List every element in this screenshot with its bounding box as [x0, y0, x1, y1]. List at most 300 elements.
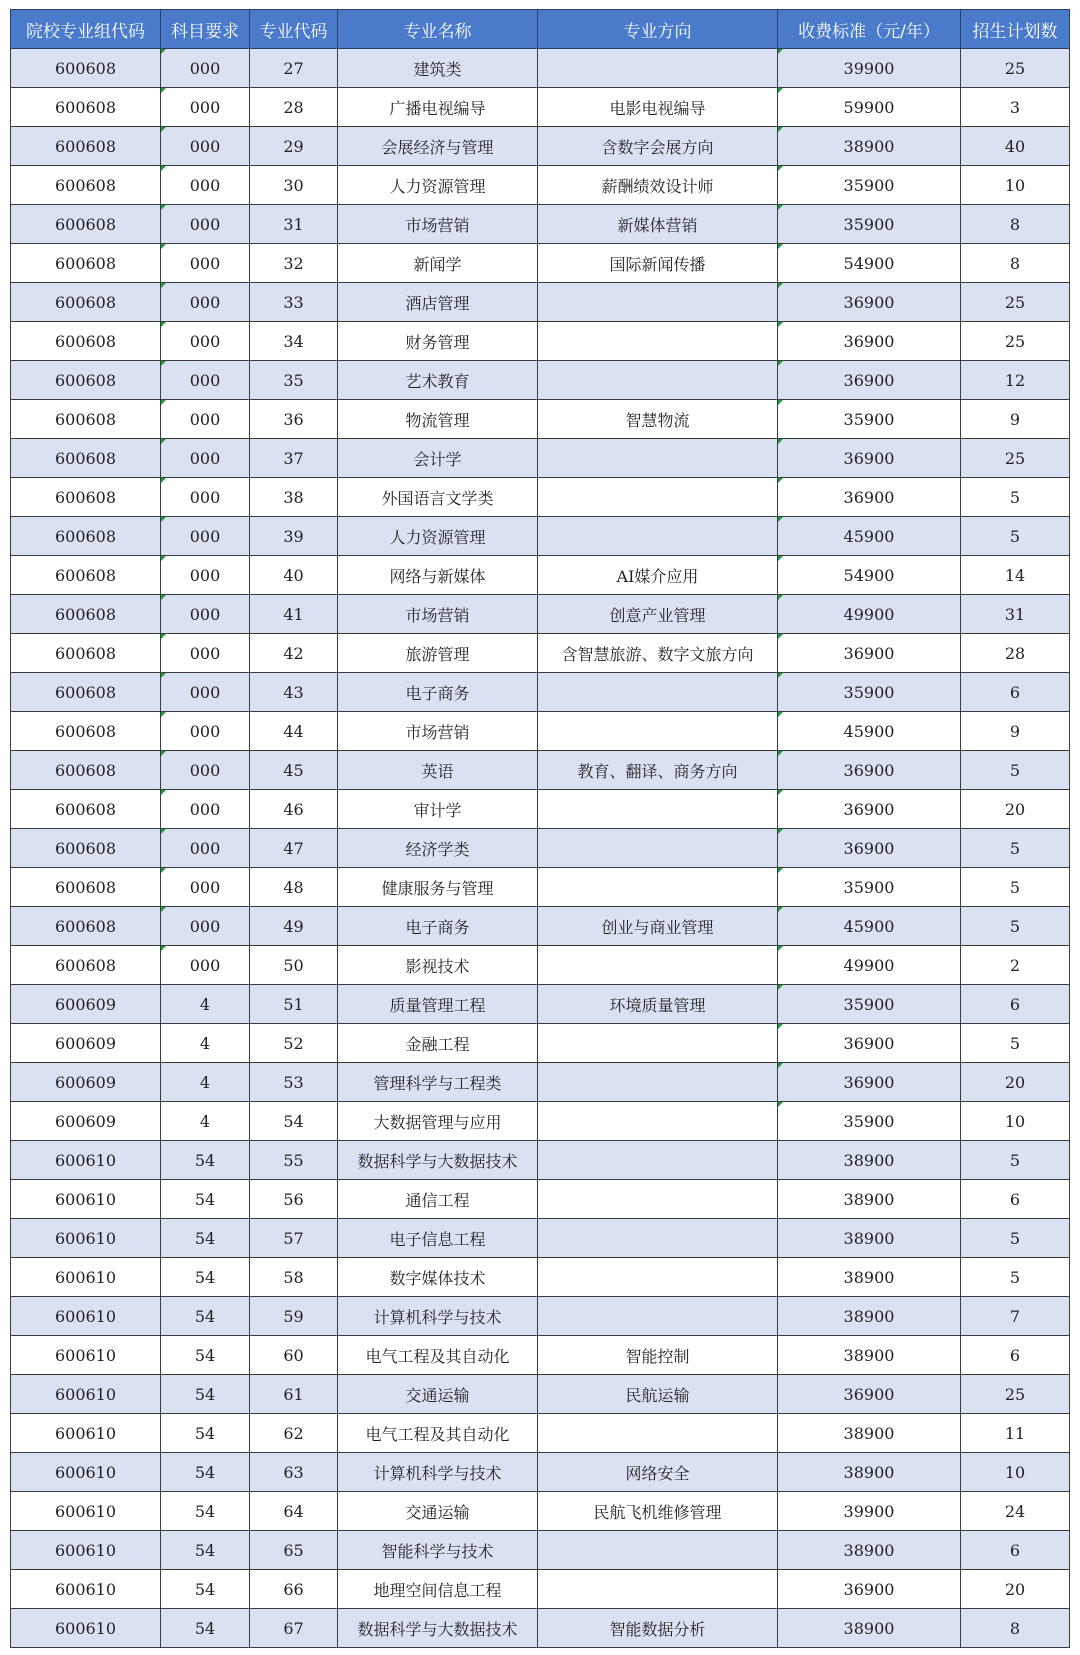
- cell-major-name: 计算机科学与技术: [338, 1453, 538, 1492]
- cell-subject-requirement: 54: [161, 1414, 250, 1453]
- cell-major-direction: 智能数据分析: [538, 1609, 778, 1648]
- cell-enrollment-plan: 24: [961, 1492, 1070, 1531]
- cell-major-name: 审计学: [338, 790, 538, 829]
- cell-tuition: 54900: [778, 556, 961, 595]
- cell-major-direction: [538, 1141, 778, 1180]
- cell-subject-requirement: 000: [161, 166, 250, 205]
- cell-major-direction: 智慧物流: [538, 400, 778, 439]
- cell-enrollment-plan: 31: [961, 595, 1070, 634]
- cell-major-direction: [538, 49, 778, 88]
- cell-group-code: 600608: [11, 283, 161, 322]
- cell-subject-requirement: 000: [161, 283, 250, 322]
- cell-major-direction: 国际新闻传播: [538, 244, 778, 283]
- cell-major-direction: 含数字会展方向: [538, 127, 778, 166]
- cell-major-direction: [538, 1531, 778, 1570]
- cell-group-code: 600610: [11, 1414, 161, 1453]
- cell-major-code: 62: [250, 1414, 338, 1453]
- cell-tuition: 38900: [778, 1141, 961, 1180]
- cell-group-code: 600610: [11, 1570, 161, 1609]
- cell-major-name: 电子商务: [338, 673, 538, 712]
- cell-enrollment-plan: 6: [961, 985, 1070, 1024]
- cell-subject-requirement: 54: [161, 1258, 250, 1297]
- cell-enrollment-plan: 5: [961, 1024, 1070, 1063]
- header-major-direction: 专业方向: [538, 10, 778, 49]
- table-row: [11, 634, 1070, 673]
- cell-tuition: 35900: [778, 868, 961, 907]
- cell-major-name: 物流管理: [338, 400, 538, 439]
- cell-major-name: 财务管理: [338, 322, 538, 361]
- cell-tuition: 35900: [778, 205, 961, 244]
- cell-major-direction: [538, 478, 778, 517]
- cell-major-direction: [538, 946, 778, 985]
- cell-major-code: 46: [250, 790, 338, 829]
- cell-group-code: 600608: [11, 634, 161, 673]
- header-subject-requirement: 科目要求: [161, 10, 250, 49]
- cell-tuition: 38900: [778, 1180, 961, 1219]
- cell-enrollment-plan: 20: [961, 1063, 1070, 1102]
- cell-enrollment-plan: 3: [961, 88, 1070, 127]
- cell-major-direction: [538, 1219, 778, 1258]
- cell-major-direction: 教育、翻译、商务方向: [538, 751, 778, 790]
- table-row: [11, 478, 1070, 517]
- cell-major-code: 67: [250, 1609, 338, 1648]
- cell-major-name: 建筑类: [338, 49, 538, 88]
- table-row: [11, 1570, 1070, 1609]
- cell-subject-requirement: 54: [161, 1570, 250, 1609]
- cell-tuition: 36900: [778, 478, 961, 517]
- cell-major-name: 网络与新媒体: [338, 556, 538, 595]
- cell-group-code: 600608: [11, 400, 161, 439]
- cell-group-code: 600608: [11, 244, 161, 283]
- cell-major-name: 经济学类: [338, 829, 538, 868]
- cell-major-name: 金融工程: [338, 1024, 538, 1063]
- table-row: [11, 946, 1070, 985]
- cell-major-code: 63: [250, 1453, 338, 1492]
- cell-subject-requirement: 000: [161, 712, 250, 751]
- cell-group-code: 600609: [11, 1063, 161, 1102]
- cell-major-name: 旅游管理: [338, 634, 538, 673]
- cell-tuition: 38900: [778, 1219, 961, 1258]
- table-row: [11, 517, 1070, 556]
- cell-enrollment-plan: 20: [961, 790, 1070, 829]
- cell-enrollment-plan: 6: [961, 1180, 1070, 1219]
- cell-enrollment-plan: 11: [961, 1414, 1070, 1453]
- cell-major-direction: 创意产业管理: [538, 595, 778, 634]
- cell-subject-requirement: 54: [161, 1492, 250, 1531]
- table-row: [11, 1141, 1070, 1180]
- cell-tuition: 35900: [778, 166, 961, 205]
- cell-enrollment-plan: 10: [961, 166, 1070, 205]
- cell-major-direction: [538, 517, 778, 556]
- cell-tuition: 49900: [778, 595, 961, 634]
- cell-major-name: 数据科学与大数据技术: [338, 1609, 538, 1648]
- cell-subject-requirement: 000: [161, 205, 250, 244]
- cell-major-direction: [538, 361, 778, 400]
- cell-subject-requirement: 000: [161, 868, 250, 907]
- cell-enrollment-plan: 8: [961, 205, 1070, 244]
- cell-tuition: 36900: [778, 283, 961, 322]
- cell-enrollment-plan: 5: [961, 868, 1070, 907]
- cell-major-name: 会展经济与管理: [338, 127, 538, 166]
- cell-major-code: 37: [250, 439, 338, 478]
- table-row: [11, 829, 1070, 868]
- cell-major-name: 电气工程及其自动化: [338, 1336, 538, 1375]
- table-row: [11, 283, 1070, 322]
- cell-major-name: 市场营销: [338, 205, 538, 244]
- cell-major-code: 50: [250, 946, 338, 985]
- cell-major-direction: [538, 1180, 778, 1219]
- cell-enrollment-plan: 5: [961, 829, 1070, 868]
- cell-major-name: 智能科学与技术: [338, 1531, 538, 1570]
- cell-major-code: 36: [250, 400, 338, 439]
- cell-tuition: 59900: [778, 88, 961, 127]
- table-body: [11, 49, 1070, 1648]
- table-row: [11, 244, 1070, 283]
- cell-major-code: 61: [250, 1375, 338, 1414]
- cell-enrollment-plan: 5: [961, 751, 1070, 790]
- cell-major-name: 外国语言文学类: [338, 478, 538, 517]
- cell-major-name: 市场营销: [338, 595, 538, 634]
- cell-group-code: 600608: [11, 790, 161, 829]
- cell-group-code: 600610: [11, 1219, 161, 1258]
- cell-subject-requirement: 000: [161, 322, 250, 361]
- cell-major-code: 66: [250, 1570, 338, 1609]
- cell-major-code: 64: [250, 1492, 338, 1531]
- cell-major-direction: [538, 1063, 778, 1102]
- cell-major-direction: 新媒体营销: [538, 205, 778, 244]
- cell-major-name: 艺术教育: [338, 361, 538, 400]
- cell-major-code: 38: [250, 478, 338, 517]
- cell-major-code: 35: [250, 361, 338, 400]
- cell-major-name: 交通运输: [338, 1375, 538, 1414]
- table-row: [11, 1609, 1070, 1648]
- cell-major-code: 48: [250, 868, 338, 907]
- cell-tuition: 39900: [778, 1492, 961, 1531]
- cell-tuition: 36900: [778, 1024, 961, 1063]
- table-row: [11, 868, 1070, 907]
- cell-major-direction: [538, 1414, 778, 1453]
- cell-major-name: 管理科学与工程类: [338, 1063, 538, 1102]
- cell-subject-requirement: 4: [161, 1024, 250, 1063]
- header-enrollment-plan: 招生计划数: [961, 10, 1070, 49]
- cell-subject-requirement: 000: [161, 673, 250, 712]
- table-row: [11, 88, 1070, 127]
- cell-major-name: 电子商务: [338, 907, 538, 946]
- cell-major-direction: [538, 829, 778, 868]
- cell-group-code: 600608: [11, 361, 161, 400]
- cell-major-direction: [538, 790, 778, 829]
- cell-major-code: 29: [250, 127, 338, 166]
- cell-subject-requirement: 54: [161, 1453, 250, 1492]
- cell-major-code: 44: [250, 712, 338, 751]
- table-row: [11, 1492, 1070, 1531]
- table-row: [11, 1375, 1070, 1414]
- cell-tuition: 35900: [778, 1102, 961, 1141]
- cell-subject-requirement: 54: [161, 1180, 250, 1219]
- cell-major-code: 30: [250, 166, 338, 205]
- cell-tuition: 38900: [778, 1258, 961, 1297]
- header-row: [11, 10, 1070, 49]
- table-row: [11, 361, 1070, 400]
- cell-group-code: 600610: [11, 1492, 161, 1531]
- table-header: [11, 10, 1070, 49]
- cell-major-name: 数据科学与大数据技术: [338, 1141, 538, 1180]
- cell-subject-requirement: 000: [161, 907, 250, 946]
- cell-major-direction: 创业与商业管理: [538, 907, 778, 946]
- cell-enrollment-plan: 12: [961, 361, 1070, 400]
- cell-group-code: 600608: [11, 478, 161, 517]
- cell-major-code: 53: [250, 1063, 338, 1102]
- cell-enrollment-plan: 7: [961, 1297, 1070, 1336]
- table-row: [11, 1024, 1070, 1063]
- cell-major-direction: 民航运输: [538, 1375, 778, 1414]
- cell-group-code: 600608: [11, 595, 161, 634]
- cell-major-direction: [538, 868, 778, 907]
- cell-group-code: 600608: [11, 127, 161, 166]
- cell-enrollment-plan: 5: [961, 1141, 1070, 1180]
- cell-major-direction: 网络安全: [538, 1453, 778, 1492]
- cell-group-code: 600608: [11, 673, 161, 712]
- cell-subject-requirement: 54: [161, 1336, 250, 1375]
- cell-tuition: 45900: [778, 907, 961, 946]
- cell-group-code: 600608: [11, 322, 161, 361]
- cell-enrollment-plan: 5: [961, 1258, 1070, 1297]
- cell-major-code: 51: [250, 985, 338, 1024]
- cell-group-code: 600608: [11, 829, 161, 868]
- cell-enrollment-plan: 5: [961, 1219, 1070, 1258]
- cell-group-code: 600609: [11, 1024, 161, 1063]
- cell-major-direction: 电影电视编导: [538, 88, 778, 127]
- cell-enrollment-plan: 2: [961, 946, 1070, 985]
- table-row: [11, 673, 1070, 712]
- cell-group-code: 600610: [11, 1180, 161, 1219]
- cell-group-code: 600610: [11, 1375, 161, 1414]
- cell-major-name: 计算机科学与技术: [338, 1297, 538, 1336]
- cell-major-code: 28: [250, 88, 338, 127]
- cell-major-code: 27: [250, 49, 338, 88]
- cell-tuition: 45900: [778, 712, 961, 751]
- cell-group-code: 600608: [11, 205, 161, 244]
- cell-subject-requirement: 000: [161, 49, 250, 88]
- cell-subject-requirement: 000: [161, 946, 250, 985]
- cell-tuition: 36900: [778, 322, 961, 361]
- cell-tuition: 35900: [778, 985, 961, 1024]
- cell-subject-requirement: 000: [161, 634, 250, 673]
- table-row: [11, 205, 1070, 244]
- cell-enrollment-plan: 20: [961, 1570, 1070, 1609]
- cell-enrollment-plan: 25: [961, 1375, 1070, 1414]
- cell-subject-requirement: 4: [161, 1063, 250, 1102]
- cell-enrollment-plan: 10: [961, 1453, 1070, 1492]
- cell-tuition: 49900: [778, 946, 961, 985]
- cell-subject-requirement: 000: [161, 361, 250, 400]
- cell-major-name: 电气工程及其自动化: [338, 1414, 538, 1453]
- cell-major-name: 大数据管理与应用: [338, 1102, 538, 1141]
- table-row: [11, 1453, 1070, 1492]
- table-row: [11, 1258, 1070, 1297]
- cell-major-name: 数字媒体技术: [338, 1258, 538, 1297]
- cell-major-code: 33: [250, 283, 338, 322]
- cell-subject-requirement: 000: [161, 244, 250, 283]
- cell-tuition: 35900: [778, 673, 961, 712]
- cell-group-code: 600608: [11, 868, 161, 907]
- cell-group-code: 600608: [11, 88, 161, 127]
- cell-major-code: 42: [250, 634, 338, 673]
- cell-tuition: 38900: [778, 1414, 961, 1453]
- cell-tuition: 54900: [778, 244, 961, 283]
- cell-major-name: 人力资源管理: [338, 517, 538, 556]
- table-row: [11, 1336, 1070, 1375]
- cell-major-code: 39: [250, 517, 338, 556]
- cell-subject-requirement: 000: [161, 556, 250, 595]
- cell-major-direction: [538, 1570, 778, 1609]
- table-row: [11, 790, 1070, 829]
- header-major-name: 专业名称: [338, 10, 538, 49]
- cell-tuition: 35900: [778, 400, 961, 439]
- cell-group-code: 600610: [11, 1258, 161, 1297]
- cell-major-direction: 民航飞机维修管理: [538, 1492, 778, 1531]
- cell-enrollment-plan: 6: [961, 1531, 1070, 1570]
- table-row: [11, 49, 1070, 88]
- cell-subject-requirement: 4: [161, 1102, 250, 1141]
- cell-subject-requirement: 54: [161, 1219, 250, 1258]
- cell-major-name: 影视技术: [338, 946, 538, 985]
- cell-major-code: 56: [250, 1180, 338, 1219]
- cell-enrollment-plan: 8: [961, 244, 1070, 283]
- cell-group-code: 600610: [11, 1609, 161, 1648]
- cell-major-name: 健康服务与管理: [338, 868, 538, 907]
- cell-tuition: 38900: [778, 1336, 961, 1375]
- table-row: [11, 595, 1070, 634]
- cell-major-direction: [538, 712, 778, 751]
- cell-group-code: 600608: [11, 751, 161, 790]
- table-row: [11, 127, 1070, 166]
- cell-enrollment-plan: 25: [961, 322, 1070, 361]
- cell-group-code: 600609: [11, 1102, 161, 1141]
- cell-subject-requirement: 000: [161, 127, 250, 166]
- cell-major-direction: [538, 322, 778, 361]
- cell-major-code: 43: [250, 673, 338, 712]
- cell-major-name: 广播电视编导: [338, 88, 538, 127]
- cell-subject-requirement: 000: [161, 400, 250, 439]
- cell-enrollment-plan: 40: [961, 127, 1070, 166]
- cell-tuition: 36900: [778, 1375, 961, 1414]
- cell-major-direction: 环境质量管理: [538, 985, 778, 1024]
- cell-major-code: 60: [250, 1336, 338, 1375]
- cell-tuition: 36900: [778, 829, 961, 868]
- cell-group-code: 600610: [11, 1453, 161, 1492]
- table-row: [11, 166, 1070, 205]
- header-major-code: 专业代码: [250, 10, 338, 49]
- table-row: [11, 1414, 1070, 1453]
- table-row: [11, 1297, 1070, 1336]
- cell-major-name: 电子信息工程: [338, 1219, 538, 1258]
- cell-subject-requirement: 54: [161, 1375, 250, 1414]
- cell-major-direction: [538, 283, 778, 322]
- table-row: [11, 1063, 1070, 1102]
- cell-enrollment-plan: 10: [961, 1102, 1070, 1141]
- cell-group-code: 600608: [11, 556, 161, 595]
- cell-group-code: 600608: [11, 907, 161, 946]
- cell-major-code: 32: [250, 244, 338, 283]
- cell-tuition: 38900: [778, 1531, 961, 1570]
- cell-tuition: 38900: [778, 1609, 961, 1648]
- cell-major-name: 市场营销: [338, 712, 538, 751]
- table-row: [11, 907, 1070, 946]
- cell-subject-requirement: 000: [161, 829, 250, 868]
- admission-plan-table-container: [10, 9, 1070, 1648]
- cell-subject-requirement: 54: [161, 1297, 250, 1336]
- cell-enrollment-plan: 6: [961, 1336, 1070, 1375]
- cell-major-code: 54: [250, 1102, 338, 1141]
- table-row: [11, 400, 1070, 439]
- header-group-code: 院校专业组代码: [11, 10, 161, 49]
- cell-enrollment-plan: 14: [961, 556, 1070, 595]
- cell-tuition: 36900: [778, 361, 961, 400]
- cell-enrollment-plan: 25: [961, 283, 1070, 322]
- cell-tuition: 38900: [778, 1453, 961, 1492]
- cell-major-code: 55: [250, 1141, 338, 1180]
- cell-major-direction: [538, 1024, 778, 1063]
- cell-major-name: 通信工程: [338, 1180, 538, 1219]
- cell-enrollment-plan: 8: [961, 1609, 1070, 1648]
- cell-tuition: 36900: [778, 751, 961, 790]
- cell-major-name: 新闻学: [338, 244, 538, 283]
- table-row: [11, 556, 1070, 595]
- cell-subject-requirement: 000: [161, 751, 250, 790]
- cell-major-direction: [538, 1102, 778, 1141]
- cell-major-code: 34: [250, 322, 338, 361]
- cell-subject-requirement: 54: [161, 1141, 250, 1180]
- cell-major-code: 52: [250, 1024, 338, 1063]
- cell-major-direction: [538, 1258, 778, 1297]
- cell-group-code: 600610: [11, 1531, 161, 1570]
- cell-subject-requirement: 000: [161, 595, 250, 634]
- table-row: [11, 712, 1070, 751]
- cell-enrollment-plan: 28: [961, 634, 1070, 673]
- cell-tuition: 39900: [778, 49, 961, 88]
- cell-tuition: 38900: [778, 127, 961, 166]
- cell-enrollment-plan: 25: [961, 439, 1070, 478]
- cell-subject-requirement: 000: [161, 790, 250, 829]
- table-row: [11, 751, 1070, 790]
- cell-enrollment-plan: 25: [961, 49, 1070, 88]
- cell-group-code: 600608: [11, 439, 161, 478]
- cell-major-code: 41: [250, 595, 338, 634]
- cell-tuition: 36900: [778, 790, 961, 829]
- cell-major-name: 会计学: [338, 439, 538, 478]
- cell-enrollment-plan: 6: [961, 673, 1070, 712]
- cell-tuition: 45900: [778, 517, 961, 556]
- cell-major-direction: [538, 439, 778, 478]
- cell-major-code: 31: [250, 205, 338, 244]
- table-row: [11, 1102, 1070, 1141]
- cell-major-direction: 智能控制: [538, 1336, 778, 1375]
- cell-major-name: 酒店管理: [338, 283, 538, 322]
- cell-group-code: 600608: [11, 712, 161, 751]
- cell-enrollment-plan: 9: [961, 712, 1070, 751]
- cell-major-code: 40: [250, 556, 338, 595]
- cell-subject-requirement: 54: [161, 1531, 250, 1570]
- cell-group-code: 600610: [11, 1336, 161, 1375]
- cell-major-code: 45: [250, 751, 338, 790]
- cell-major-name: 地理空间信息工程: [338, 1570, 538, 1609]
- table-row: [11, 985, 1070, 1024]
- cell-enrollment-plan: 5: [961, 517, 1070, 556]
- table-row: [11, 1219, 1070, 1258]
- cell-major-name: 交通运输: [338, 1492, 538, 1531]
- cell-major-name: 质量管理工程: [338, 985, 538, 1024]
